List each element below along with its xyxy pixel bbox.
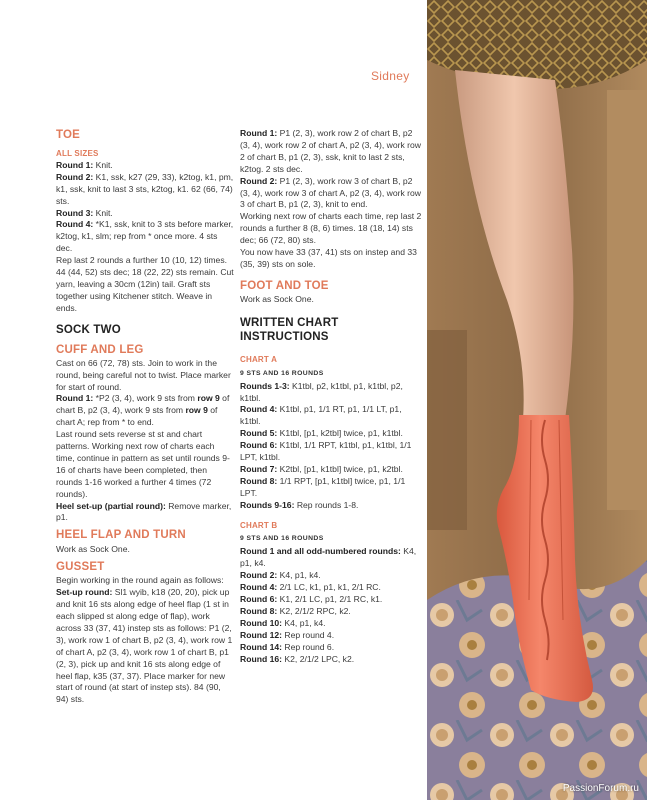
- chart-b-heading: CHART B: [240, 520, 278, 530]
- chart-row: Round 12: Rep round 4.: [240, 629, 335, 640]
- left-column: [56, 128, 234, 706]
- gusset-repeat: Working next row of charts each time, rep last 2 rounds a further 8 (8, 6) times. 18 (18, 14) sts dec; 66 (72, 80) sts.: [240, 211, 422, 246]
- gusset-setup-round: Set-up round: Sl1 wyib, k18 (20, 20), pick up and knit 16 sts along edge of heel flap (1 st in each slipped st along edge of flap), work across 33 (37, 41) instep sts as follows: P1 (2, 3), work row 1 of chart B, p2 (3, 4), work row 1 of chart A, p2 (3, 4), work row 1 of chart B, p1 (2, 3), pick up and knit 16 sts along edge of heel flap, k35 (37, 37). Place marker for new start of round (at start of instep sts). 84 (90, 94) sts.: [56, 587, 233, 705]
- gusset-intro: Begin working in the round again as follows:: [56, 575, 224, 586]
- chart-b-info: 9 STS AND 16 ROUNDS: [240, 535, 324, 543]
- chart-row: Round 6: K1, 2/1 LC, p1, 2/1 RC, k1.: [240, 594, 383, 604]
- gusset-round-2: Round 2: P1 (2, 3), work row 3 of chart B, p2 (3, 4), work row 3 of chart A, p2 (3, 4), work row 3 of chart B, p1 (2, 3), knit to end.: [240, 175, 422, 210]
- chart-row: Round 6: K1tbl, 1/1 RPT, k1tbl, p1, k1tbl, 1/1 LPT, k1tbl.: [240, 440, 412, 463]
- watermark: PassionForum.ru: [562, 783, 639, 794]
- foot-text: Work as Sock One.: [240, 293, 314, 304]
- chart-row: Round 5: K1tbl, [p1, k2tbl] twice, p1, k1tbl.: [240, 428, 403, 439]
- right-column: [240, 128, 424, 665]
- chart-a-info: 9 STS AND 16 ROUNDS: [240, 369, 324, 377]
- chart-row: Rounds 9-16: Rep rounds 1-8.: [240, 499, 359, 510]
- page-label: Sidney: [371, 69, 410, 83]
- cuff-heading: CUFF AND LEG: [56, 343, 144, 356]
- toe-repeat-text: Rep last 2 rounds a further 10 (10, 12) times. 44 (44, 52) sts dec; 18 (22, 22) sts remain. Cut yarn, leaving a 30cm (12in) tail. Graft sts together using Kitchener stitch. Weave in ends.: [56, 255, 234, 313]
- chart-row: Round 10: K4, p1, k4.: [240, 617, 326, 628]
- toe-round-2: Round 2: K1, ssk, k27 (29, 33), k2tog, k1, pm, k1, ssk, knit to last 3 sts, k2tog, k1. 62 (66, 74) sts.: [56, 171, 234, 206]
- toe-round-1: Round 1: Knit.: [56, 159, 113, 170]
- chart-a-rows: [240, 381, 424, 512]
- foot-heading: FOOT AND TOE: [240, 279, 329, 292]
- chart-row: Round 16: K2, 2/1/2 LPC, k2.: [240, 653, 355, 664]
- cuff-text: Last round sets reverse st st and chart patterns. Working next row of charts each time, continue in pattern as set until rounds 9-16 of charts have been completed, then rounds 1-16 worked a further 4 times (72 rounds).: [56, 429, 230, 499]
- all-sizes-label: ALL SIZES: [56, 149, 99, 158]
- chart-row: Round 1 and all odd-numbered rounds: K4, p1, k4.: [240, 546, 417, 569]
- chart-row: Round 7: K2tbl, [p1, k1tbl] twice, p1, k2tbl.: [240, 463, 403, 474]
- cuff-cast-on: Cast on 66 (72, 78) sts. Join to work in the round, being careful not to twist. Place marker for start of round.: [56, 357, 231, 392]
- chart-row: Rounds 1-3: K1tbl, p2, k1tbl, p1, k1tbl, p2, k1tbl.: [240, 380, 403, 403]
- chart-b-rows: [240, 546, 424, 665]
- heel-heading: HEEL FLAP AND TURN: [56, 529, 186, 542]
- toe-round-3: Round 3: Knit.: [56, 207, 113, 218]
- gusset-round-1: Round 1: P1 (2, 3), work row 2 of chart B, p2 (3, 4), work row 2 of chart A, p2 (3, 4), work row 2 of chart B, p1 (2, 3), ssk, knit to last 2 sts, k2tog. 2 sts dec.: [240, 128, 422, 174]
- sock-two-heading: SOCK TWO: [56, 323, 121, 336]
- chart-row: Round 8: K2, 2/1/2 RPC, k2.: [240, 605, 351, 616]
- toe-heading: TOE: [56, 129, 81, 141]
- sock-photo: [427, 0, 647, 800]
- written-chart-heading: WRITTEN CHART INSTRUCTIONS: [240, 316, 339, 343]
- gusset-heading: GUSSET: [56, 561, 105, 574]
- heel-setup: Heel set-up (partial round): Remove marker, p1.: [56, 500, 232, 523]
- cuff-round-1: Round 1: *P2 (3, 4), work 9 sts from row 9 of chart B, p2 (3, 4), work 9 sts from row 9 of chart A; rep from * to end.: [56, 393, 230, 428]
- chart-row: Round 14: Rep round 6.: [240, 641, 335, 652]
- chart-row: Round 8: 1/1 RPT, [p1, k1tbl] twice, p1, 1/1 LPT.: [240, 475, 406, 498]
- heel-text: Work as Sock One.: [56, 544, 130, 555]
- chart-row: Round 4: K1tbl, p1, 1/1 RT, p1, 1/1 LT, p1, k1tbl.: [240, 404, 402, 427]
- chart-a-heading: CHART A: [240, 354, 278, 364]
- sock-photo-illustration: [427, 0, 647, 800]
- toe-round-4: Round 4: *K1, ssk, knit to 3 sts before marker, k2tog, k1, slm; rep from * once more. 4 sts dec.: [56, 219, 234, 254]
- chart-row: Round 2: K4, p1, k4.: [240, 570, 321, 581]
- chart-row: Round 4: 2/1 LC, k1, p1, k1, 2/1 RC.: [240, 582, 381, 593]
- gusset-now-have: You now have 33 (37, 41) sts on instep and 33 (35, 39) sts on sole.: [240, 247, 417, 269]
